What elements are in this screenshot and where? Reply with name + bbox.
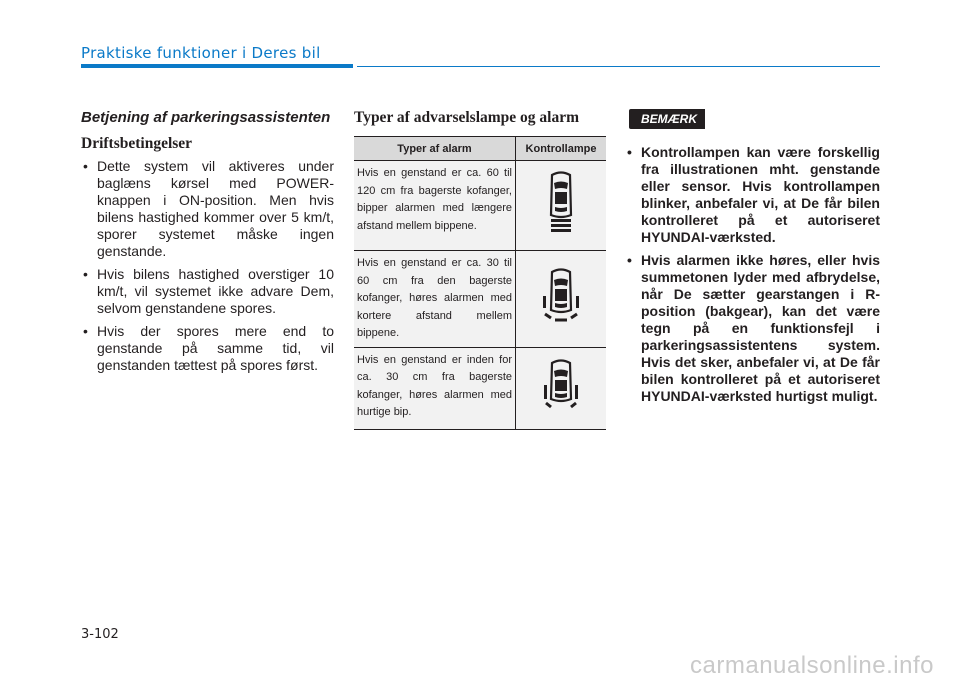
note-badge-wrap [629,109,880,131]
column-warning-types [354,109,606,418]
table-row [354,251,606,348]
alarm-description: Hvis en genstand er ca. 30 til 60 cm fra den bagerste kofanger, høres alarmen med kortere afstand mellem bippene. [354,251,516,348]
column-operation [81,109,334,380]
list-item: • Hvis alarmen ikke høres, eller hvis summetonen lyder med afbrydelse, når De sætter gearstangen i R-position (bakgear), kan det være tegn på en funktionsfejl i parkeringsassistentens system. Hvis det sker, anbefaler vi, at De får bilen kontrolleret på et autoriseret HYUNDAI-værksted hurtigst muligt. [625,252,880,405]
alarm-table [354,136,606,430]
heading-conditions: Driftsbetingelser [81,135,193,152]
car-sensor-close-icon [541,359,581,411]
header-bar-thin [357,66,880,67]
section-title: Praktiske funktioner i Deres bil [81,44,321,62]
heading-warning-types: Typer af advarselslampe og alarm [354,109,580,126]
watermark: carmanualsonline.info [690,652,934,679]
car-sensor-rear-icon [546,171,576,233]
indicator-cell [516,251,607,348]
alarm-description: Hvis en genstand er inden for ca. 30 cm fra bagerste kofanger, høres alarmen med hurtige bip. [354,347,516,429]
table-header-indicator: Kontrollampe [516,137,607,161]
car-sensor-corners-icon [541,268,581,324]
page-number: 3-102 [81,627,119,642]
indicator-cell [516,161,607,251]
column-note [625,109,880,411]
table-header-alarm-type: Typer af alarm [354,137,516,161]
list-item: • Dette system vil aktiveres under baglæns kørsel med POWER-knappen i ON-position. Men hvis bilens hastighed kommer over 5 km/t, sporer systemet måske ingen genstande. [81,158,334,260]
list-item: • Kontrollampen kan være forskellig fra illustrationen mht. genstande eller sensor. Hvis kontrollampen blinker, anbefaler vi, at De får bilen kontrolleret på et autoriseret HYUNDAI-værksted. [625,144,880,246]
note-list [625,144,880,405]
heading-operation: Betjening af parkeringsassistenten [81,109,331,126]
table-row [354,347,606,429]
conditions-list [81,158,334,374]
alarm-description: Hvis en genstand er ca. 60 til 120 cm fra bagerste kofanger, bipper alarmen med længere afstand mellem bippene. [354,161,516,251]
indicator-cell [516,347,607,429]
header-bar-thick [81,64,353,68]
table-row [354,161,606,251]
note-badge: BEMÆRK [629,109,705,129]
list-item: • Hvis der spores mere end to genstande på samme tid, vil genstanden tættest på spores først. [81,323,334,374]
list-item: • Hvis bilens hastighed overstiger 10 km/t, vil systemet ikke advare Dem, selvom genstandene spores. [81,266,334,317]
